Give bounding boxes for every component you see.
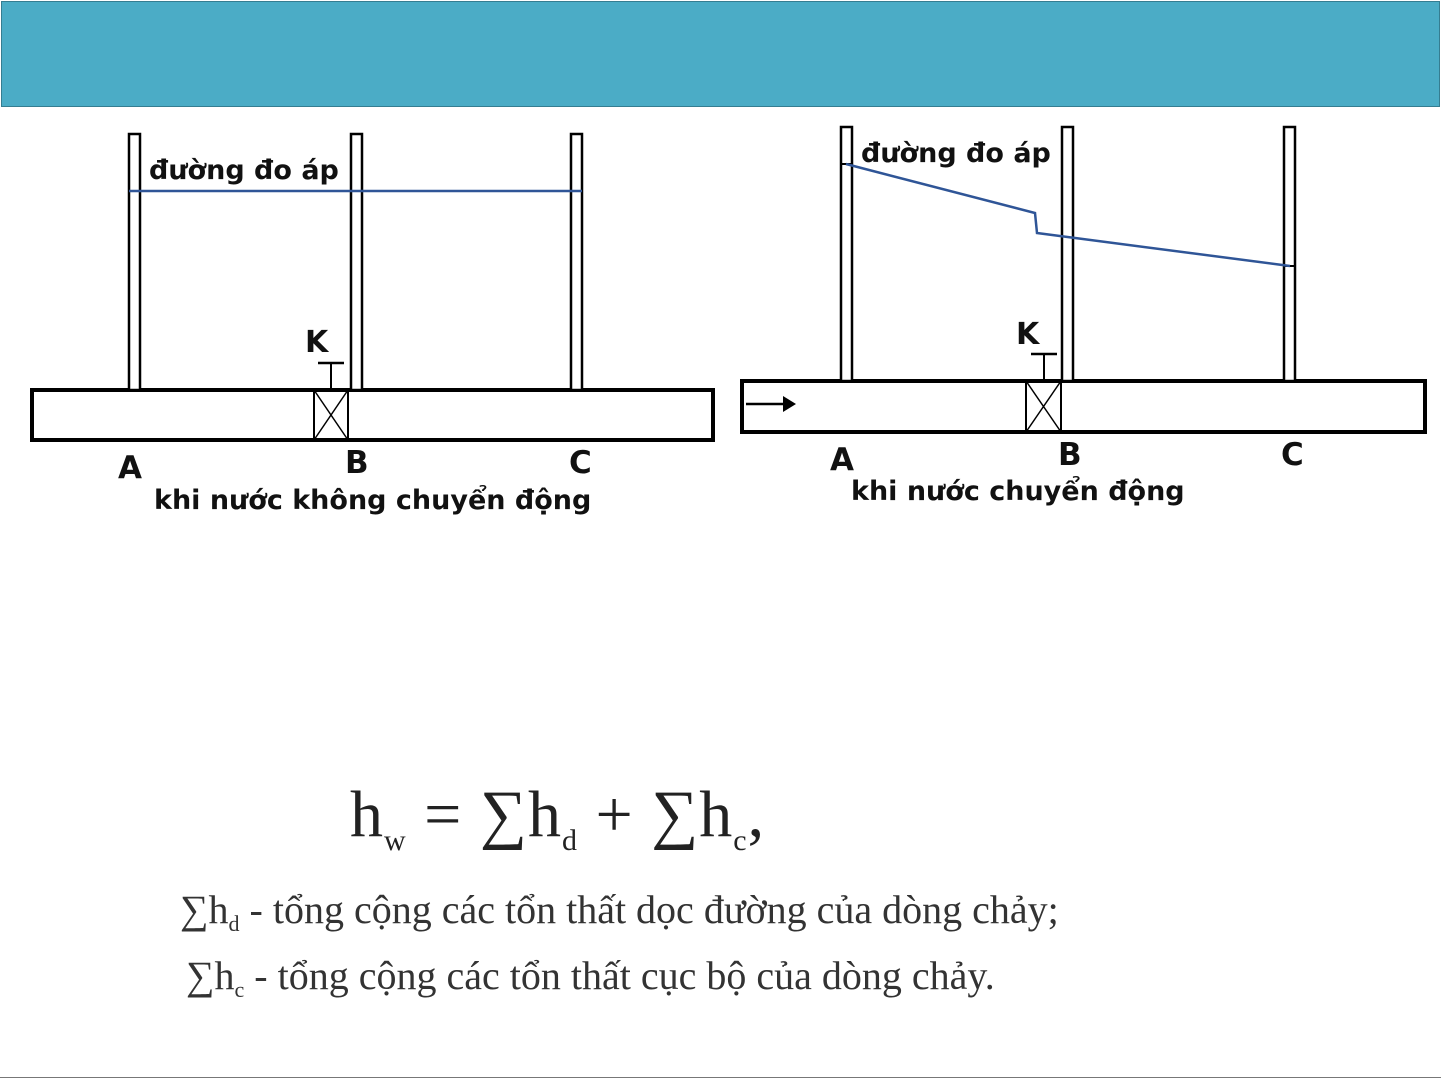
piezometer-tube-c [571, 134, 582, 390]
formula-tail: , [747, 778, 766, 851]
diagram-caption: khi nước không chuyển động [154, 485, 592, 516]
formula-term2-symbol: ∑h [651, 778, 734, 851]
point-label-b: B [345, 445, 369, 481]
valve-label: K [305, 325, 329, 360]
definition-friction-loss [180, 887, 1059, 936]
diagram-caption: khi nước chuyển động [851, 476, 1185, 507]
definition-symbol: ∑h [186, 953, 235, 998]
formula-term1-subscript: d [561, 824, 578, 857]
arrow-right-icon [746, 396, 796, 412]
pipe-body [32, 390, 713, 440]
valve-icon [1026, 354, 1061, 432]
pipe-body [742, 381, 1425, 432]
formula-term2-subscript: c [733, 824, 748, 857]
bottom-divider [0, 1077, 1441, 1078]
formula-plus: + [595, 778, 634, 851]
definition-local-loss [186, 953, 995, 1002]
point-label-c: C [569, 445, 592, 481]
formula-equals: = [424, 778, 463, 851]
piezometer-tube-b [1062, 127, 1073, 381]
diagram-static [32, 134, 713, 516]
formula-lhs-subscript: w [384, 824, 407, 857]
formula-lhs-symbol: h [350, 778, 384, 851]
point-label-b: B [1058, 437, 1082, 473]
definition-text: - tổng cộng các tổn thất cục bộ của dòng chảy. [244, 953, 995, 998]
definition-subscript: d [228, 911, 240, 936]
point-label-a: A [830, 442, 854, 478]
valve-icon [314, 363, 348, 440]
piezometer-tube-b [351, 134, 362, 390]
valve-label: K [1016, 317, 1040, 352]
pressure-line-label: đường đo áp [861, 138, 1051, 169]
piezometer-tube-a [129, 134, 140, 390]
point-label-c: C [1281, 437, 1304, 473]
diagram-flow [742, 127, 1425, 507]
pressure-line-label: đường đo áp [149, 155, 339, 186]
point-label-a: A [118, 450, 142, 486]
piezometer-tube-c [1284, 127, 1295, 381]
definition-text: - tổng cộng các tổn thất dọc đường của dòng chảy; [239, 887, 1059, 932]
head-loss-formula [350, 778, 766, 857]
formula-term1-symbol: ∑h [479, 778, 562, 851]
definition-symbol: ∑h [180, 887, 229, 932]
definition-subscript: c [234, 977, 245, 1002]
